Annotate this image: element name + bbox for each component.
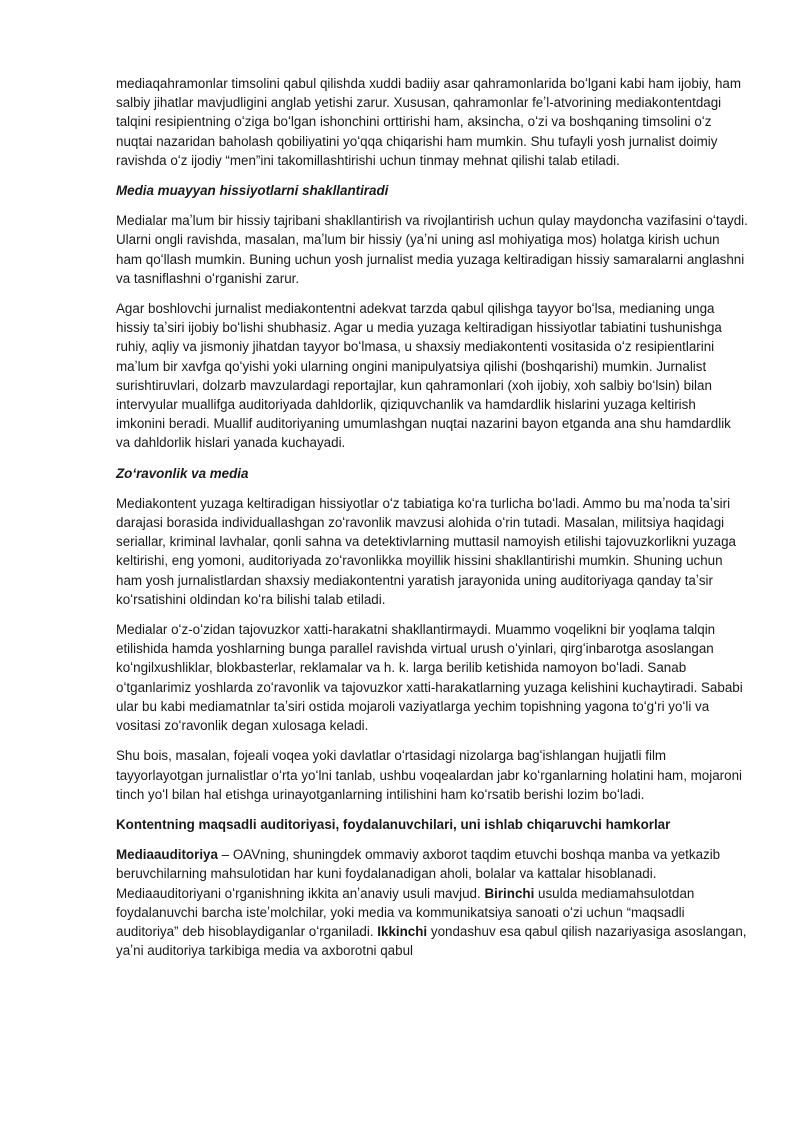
paragraph-3: Agar boshlovchi jurnalist mediakontentni adekvat tarzda qabul qilishga tayyor boʻlsa, medianing unga hissiy taʼsiri ijobiy boʻlishi shubhasiz. Agar u media yuzaga keltiradigan hissiyotlar tabiatini tushunishga ruhiy, aqliy va jismoniy jihatdan tayyor boʻlmasa, u shaxsiy mediakontenti vositasida oʻz resipientlarini maʼlum bir xavfga qoʻyishi yoki ularning ongini manipulyatsiya qilishi (boshqarishi) mumkin. Jurnalist surishtiruvlari, dolzarb mavzulardagi reportajlar, kun qahramonlari (xoh ijobiy, xoh salbiy boʻlsin) bilan intervyular muallifga auditoriyada dahldorlik, qiziquvchanlik va hamdardlik hislarini yuzaga keltirish imkonini beradi. Muallif auditoriyaning umumlashgan nuqtai nazarini bayon etganda ana shu hamdardlik va dahldorlik hislari yanada kuchayadi. [116,301,731,451]
section-heading-emotions: Media muayyan hissiyotlarni shakllantiradi [116,183,389,199]
paragraph-4: Mediakontent yuzaga keltiradigan hissiyotlar oʻz tabiatiga koʻra turlicha boʻladi. Ammo bu maʼnoda taʼsiri darajasi borasida individuallashgan zoʻravonlik mavzusi alohida oʻrin tutadi. Masalan, militsiya haqidagi seriallar, kriminal lavhalar, qonli sahna va detektivlarning muttasil namoyish etilishi tajovuzkorlikni yuzaga keltirishi, eng yomoni, auditoriyada zoʻravonlikka moyillik hissini shakllantirishi mumkin. Shuning uchun ham yosh jurnalistlardan shaxsiy mediakontentni yaratish jarayonida uning auditoriyaga qanday taʼsir koʻrsatishini oldindan koʻra bilishi talab etiladi. [116,495,736,607]
term-ikkinchi: Ikkinchi [377,923,428,939]
document-page [116,74,748,971]
paragraph-2: Medialar maʼlum bir hissiy tajribani shakllantirish va rivojlantirish uchun qulay maydoncha vazifasini oʻtaydi. Ularni ongli ravishda, masalan, maʼlum bir hissiy (yaʼni uning asl mohiyatiga mos) holatga kirish uchun ham qoʻllash mumkin. Buning uchun yosh jurnalist media yuzaga keltiradigan hissiy samaralarni anglashni va tasniflashni oʻrganishi zarur. [116,213,748,286]
term-mediaauditoriya: Mediaauditoriya [116,847,218,863]
term-birinchi: Birinchi [484,885,535,901]
section-heading-audience: Kontentning maqsadli auditoriyasi, foydalanuvchilari, uni ishlab chiqaruvchi hamkorlar [116,816,671,832]
paragraph-5: Medialar oʻz-oʻzidan tajovuzkor xatti-harakatni shakllantirmaydi. Muammo voqelikni bir yoqlama talqin etilishida hamda yoshlarning bunga parallel ravishda virtual urush oʻyinlari, qirgʻinbarotga asoslangan koʻngilxushliklar, blokbasterlar, reklamalar va h. k. larga berilib ketishida namoyon boʻladi. Sanab oʻtganlarimiz yoshlarda zoʻravonlik va tajovuzkor xatti-harakatlarning yuzaga kelishini kuchaytiradi. Sababi ular bu kabi mediamatnlar taʼsiri ostida mojaroli vaziyatlarga yechim topishning yagona toʻgʻri yoʻli va vositasi zoʻravonlik degan xulosaga keladi. [116,622,743,734]
paragraph-1: mediaqahramonlar timsolini qabul qilishda xuddi badiiy asar qahramonlarida boʻlgani kabi ham ijobiy, ham salbiy jihatlar mavjudligini anglab yetishi zarur. Xususan, qahramonlar feʼl-atvorining mediakontentdagi talqini resipientning oʻziga boʻlgan ishonchini orttirishi ham, aksincha, oʻzi va boshqaning timsolini oʻz nuqtai nazaridan baholash qobiliyatini yoʻqqa chiqarishi ham mumkin. Shu tufayli yosh jurnalist doimiy ravishda oʻz ijodiy “men”ini takomillashtirishi uchun tinmay mehnat qilishi talab etiladi. [116,76,741,168]
paragraph-7 [116,845,748,960]
section-heading-violence: Zoʻravonlik va media [116,465,249,481]
paragraph-7-text-1: – OAVning, shuningdek ommaviy axborot taqdim etuvchi boshqa manba va yetkazib beruvchilarning mahsulotidan har kuni foydalanadigan aholi, bolalar va kattalar hisoblanadi. Mediaauditoriyani oʻrganishning ikkita anʼanaviy usuli mavjud. [116,847,721,901]
paragraph-6: Shu bois, masalan, fojeali voqea yoki davlatlar oʻrtasidagi nizolarga bagʻishlangan hujjatli film tayyorlayotgan jurnalistlar oʻrta yoʻlni tanlab, ushbu voqealardan jabr koʻrganlarning holatini ham, mojaroni tinch yoʻl bilan hal etishga urinayotganlarning intilishini ham koʻrsatib berishi lozim boʻladi. [116,748,742,802]
paragraph-7-text-2: usulda mediamahsulotdan foydalanuvchi barcha isteʼmolchilar, yoki media va kommunikatsiya sanoati oʻzi uchun “maqsadli auditoriya” deb hisoblaydiganlar oʻrganiladi. [116,885,695,939]
paragraph-7-text-3: yondashuv esa qabul qilish nazariyasiga asoslangan, yaʼni auditoriya tarkibiga media va axborotni qabul [116,923,747,959]
